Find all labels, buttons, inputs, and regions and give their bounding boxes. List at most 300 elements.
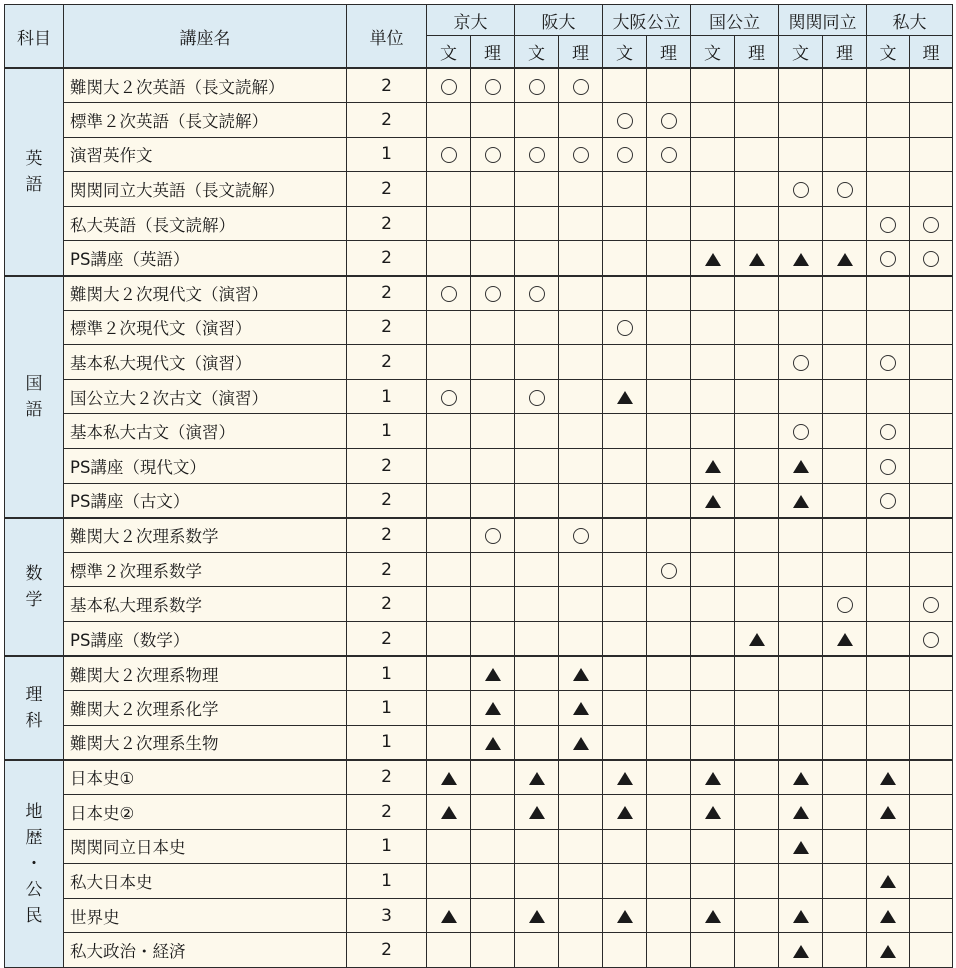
header-subject: 科目 [5, 5, 64, 69]
circle-mark-icon [529, 147, 545, 163]
mark-cell [823, 760, 867, 795]
triangle-mark-icon [529, 910, 545, 923]
course-units: 1 [347, 864, 427, 899]
mark-cell [471, 241, 515, 276]
mark-cell [647, 241, 691, 276]
mark-cell [910, 518, 953, 553]
triangle-mark-icon [573, 737, 589, 750]
course-units: 2 [347, 172, 427, 207]
subject-char: 語 [25, 399, 43, 420]
mark-cell [559, 345, 603, 380]
mark-cell [559, 241, 603, 276]
mark-cell [823, 691, 867, 726]
mark-cell [823, 206, 867, 241]
mark-cell [823, 829, 867, 864]
circle-mark-icon [793, 355, 809, 371]
mark-cell [735, 898, 779, 933]
table-row [5, 622, 953, 657]
circle-mark-icon [661, 563, 677, 579]
mark-cell [823, 656, 867, 691]
mark-cell [779, 622, 823, 657]
mark-cell [867, 794, 910, 829]
triangle-mark-icon [441, 910, 457, 923]
mark-cell [515, 587, 559, 622]
course-units: 1 [347, 725, 427, 760]
circle-mark-icon [923, 251, 939, 267]
mark-cell [867, 276, 910, 311]
mark-cell [735, 345, 779, 380]
triangle-mark-icon [793, 460, 809, 473]
mark-cell [647, 691, 691, 726]
mark-cell [515, 691, 559, 726]
triangle-mark-icon [749, 253, 765, 266]
triangle-mark-icon [441, 806, 457, 819]
mark-cell [910, 829, 953, 864]
triangle-mark-icon [617, 772, 633, 785]
circle-mark-icon [837, 182, 853, 198]
course-units: 1 [347, 691, 427, 726]
mark-cell [559, 829, 603, 864]
mark-cell [910, 414, 953, 449]
mark-cell [779, 241, 823, 276]
course-units: 2 [347, 587, 427, 622]
mark-cell [647, 483, 691, 518]
course-units: 2 [347, 933, 427, 968]
mark-cell [647, 725, 691, 760]
mark-cell [691, 518, 735, 553]
mark-cell [427, 172, 471, 207]
mark-cell [867, 552, 910, 587]
mark-cell [559, 933, 603, 968]
mark-cell [603, 518, 647, 553]
subject-char: 学 [25, 589, 43, 610]
mark-cell [867, 656, 910, 691]
mark-cell [559, 864, 603, 899]
mark-cell [427, 760, 471, 795]
mark-cell [471, 518, 515, 553]
mark-cell [735, 933, 779, 968]
mark-cell [427, 137, 471, 172]
header-university: 国公立 [691, 5, 779, 36]
mark-cell [823, 379, 867, 414]
mark-cell [867, 68, 910, 103]
mark-cell [471, 276, 515, 311]
mark-cell [910, 864, 953, 899]
triangle-mark-icon [617, 910, 633, 923]
mark-cell [647, 898, 691, 933]
circle-mark-icon [880, 355, 896, 371]
circle-mark-icon [793, 182, 809, 198]
mark-cell [603, 379, 647, 414]
mark-cell [779, 864, 823, 899]
mark-cell [910, 552, 953, 587]
mark-cell [515, 760, 559, 795]
triangle-mark-icon [573, 702, 589, 715]
course-name: 標準２次現代文（演習） [64, 310, 347, 345]
mark-cell [735, 552, 779, 587]
mark-cell [779, 656, 823, 691]
subject-char: 語 [25, 174, 43, 195]
course-units: 2 [347, 310, 427, 345]
mark-cell [559, 691, 603, 726]
course-name: 難関大２次理系化学 [64, 691, 347, 726]
subject-char: 数 [25, 563, 43, 584]
triangle-mark-icon [793, 945, 809, 958]
mark-cell [823, 414, 867, 449]
mark-cell [647, 310, 691, 345]
circle-mark-icon [529, 79, 545, 95]
header-bun: 文 [427, 36, 471, 69]
header-ri: 理 [471, 36, 515, 69]
mark-cell [647, 829, 691, 864]
circle-mark-icon [573, 147, 589, 163]
triangle-mark-icon [705, 253, 721, 266]
triangle-mark-icon [793, 806, 809, 819]
mark-cell [910, 68, 953, 103]
triangle-mark-icon [793, 910, 809, 923]
mark-cell [823, 68, 867, 103]
mark-cell [823, 794, 867, 829]
mark-cell [603, 345, 647, 380]
mark-cell [910, 137, 953, 172]
mark-cell [779, 760, 823, 795]
mark-cell [867, 725, 910, 760]
triangle-mark-icon [793, 841, 809, 854]
mark-cell [603, 933, 647, 968]
mark-cell [471, 483, 515, 518]
mark-cell [603, 276, 647, 311]
table-row [5, 552, 953, 587]
mark-cell [735, 622, 779, 657]
circle-mark-icon [441, 79, 457, 95]
mark-cell [515, 864, 559, 899]
course-name: 基本私大古文（演習） [64, 414, 347, 449]
table-header [5, 5, 953, 69]
mark-cell [427, 345, 471, 380]
mark-cell [867, 103, 910, 138]
mark-cell [735, 864, 779, 899]
mark-cell [603, 68, 647, 103]
mark-cell [603, 829, 647, 864]
mark-cell [691, 760, 735, 795]
mark-cell [471, 656, 515, 691]
mark-cell [779, 276, 823, 311]
mark-cell [559, 137, 603, 172]
course-name: 標準２次理系数学 [64, 552, 347, 587]
course-name: PS講座（古文） [64, 483, 347, 518]
subject-char: ・ [25, 853, 43, 874]
circle-mark-icon [880, 251, 896, 267]
course-name: 難関大２次英語（長文読解） [64, 68, 347, 103]
mark-cell [779, 414, 823, 449]
mark-cell [691, 933, 735, 968]
mark-cell [691, 829, 735, 864]
mark-cell [779, 587, 823, 622]
header-bun: 文 [867, 36, 910, 69]
mark-cell [603, 310, 647, 345]
triangle-mark-icon [705, 772, 721, 785]
mark-cell [823, 345, 867, 380]
mark-cell [427, 656, 471, 691]
mark-cell [910, 310, 953, 345]
mark-cell [735, 794, 779, 829]
course-units: 2 [347, 241, 427, 276]
circle-mark-icon [485, 528, 501, 544]
header-bun: 文 [779, 36, 823, 69]
mark-cell [603, 864, 647, 899]
course-name: 日本史② [64, 794, 347, 829]
table-row [5, 898, 953, 933]
header-university: 関関同立 [779, 5, 867, 36]
mark-cell [603, 449, 647, 484]
mark-cell [515, 137, 559, 172]
triangle-mark-icon [837, 633, 853, 646]
mark-cell [910, 483, 953, 518]
table-row [5, 345, 953, 380]
mark-cell [559, 552, 603, 587]
subject-cell [5, 68, 64, 276]
subject-cell [5, 760, 64, 968]
triangle-mark-icon [749, 633, 765, 646]
mark-cell [910, 276, 953, 311]
header-course: 講座名 [64, 5, 347, 69]
course-name: 演習英作文 [64, 137, 347, 172]
mark-cell [515, 379, 559, 414]
mark-cell [823, 483, 867, 518]
mark-cell [471, 864, 515, 899]
mark-cell [427, 379, 471, 414]
header-bun: 文 [691, 36, 735, 69]
course-units: 1 [347, 379, 427, 414]
mark-cell [910, 379, 953, 414]
mark-cell [427, 518, 471, 553]
mark-cell [515, 276, 559, 311]
circle-mark-icon [485, 147, 501, 163]
mark-cell [735, 829, 779, 864]
mark-cell [779, 379, 823, 414]
mark-cell [779, 898, 823, 933]
triangle-mark-icon [705, 495, 721, 508]
subject-char: 理 [25, 684, 43, 705]
mark-cell [867, 172, 910, 207]
mark-cell [691, 172, 735, 207]
mark-cell [559, 172, 603, 207]
course-name: 私大日本史 [64, 864, 347, 899]
mark-cell [691, 725, 735, 760]
table-row [5, 310, 953, 345]
mark-cell [691, 587, 735, 622]
mark-cell [515, 552, 559, 587]
mark-cell [647, 622, 691, 657]
circle-mark-icon [880, 217, 896, 233]
header-units: 単位 [347, 5, 427, 69]
mark-cell [691, 103, 735, 138]
mark-cell [427, 933, 471, 968]
table-row [5, 760, 953, 795]
course-units: 2 [347, 345, 427, 380]
mark-cell [515, 449, 559, 484]
circle-mark-icon [617, 147, 633, 163]
circle-mark-icon [617, 113, 633, 129]
circle-mark-icon [661, 147, 677, 163]
mark-cell [867, 241, 910, 276]
mark-cell [735, 587, 779, 622]
course-name: 標準２次英語（長文読解） [64, 103, 347, 138]
mark-cell [735, 276, 779, 311]
triangle-mark-icon [880, 910, 896, 923]
mark-cell [515, 241, 559, 276]
circle-mark-icon [441, 147, 457, 163]
mark-cell [867, 864, 910, 899]
mark-cell [647, 345, 691, 380]
course-units: 2 [347, 449, 427, 484]
mark-cell [471, 103, 515, 138]
circle-mark-icon [793, 424, 809, 440]
mark-cell [867, 206, 910, 241]
circle-mark-icon [923, 217, 939, 233]
triangle-mark-icon [485, 737, 501, 750]
triangle-mark-icon [485, 668, 501, 681]
course-name: 基本私大現代文（演習） [64, 345, 347, 380]
mark-cell [823, 449, 867, 484]
mark-cell [559, 379, 603, 414]
mark-cell [471, 691, 515, 726]
mark-cell [735, 414, 779, 449]
mark-cell [603, 552, 647, 587]
triangle-mark-icon [793, 495, 809, 508]
table-row [5, 379, 953, 414]
triangle-mark-icon [485, 702, 501, 715]
mark-cell [910, 691, 953, 726]
table-row [5, 587, 953, 622]
mark-cell [603, 206, 647, 241]
mark-cell [559, 622, 603, 657]
mark-cell [647, 794, 691, 829]
circle-mark-icon [573, 528, 589, 544]
course-name: 私大政治・経済 [64, 933, 347, 968]
table-row [5, 933, 953, 968]
course-name: 世界史 [64, 898, 347, 933]
subject-char: 国 [25, 373, 43, 394]
mark-cell [823, 552, 867, 587]
mark-cell [735, 206, 779, 241]
triangle-mark-icon [529, 806, 545, 819]
subject-char: 科 [25, 710, 43, 731]
course-units: 2 [347, 760, 427, 795]
circle-mark-icon [529, 286, 545, 302]
table-row [5, 864, 953, 899]
mark-cell [823, 137, 867, 172]
mark-cell [779, 310, 823, 345]
mark-cell [823, 276, 867, 311]
mark-cell [910, 933, 953, 968]
circle-mark-icon [441, 390, 457, 406]
course-name: PS講座（英語） [64, 241, 347, 276]
mark-cell [427, 587, 471, 622]
mark-cell [910, 656, 953, 691]
triangle-mark-icon [880, 875, 896, 888]
course-units: 2 [347, 276, 427, 311]
mark-cell [559, 518, 603, 553]
mark-cell [779, 933, 823, 968]
circle-mark-icon [923, 597, 939, 613]
header-ri: 理 [559, 36, 603, 69]
mark-cell [427, 829, 471, 864]
circle-mark-icon [441, 286, 457, 302]
mark-cell [471, 414, 515, 449]
circle-mark-icon [880, 493, 896, 509]
course-name: 難関大２次理系数学 [64, 518, 347, 553]
mark-cell [910, 103, 953, 138]
mark-cell [471, 449, 515, 484]
mark-cell [647, 414, 691, 449]
header-university: 大阪公立 [603, 5, 691, 36]
mark-cell [471, 379, 515, 414]
mark-cell [823, 864, 867, 899]
course-name: 私大英語（長文読解） [64, 206, 347, 241]
triangle-mark-icon [793, 772, 809, 785]
subject-char: 歴 [25, 827, 43, 848]
course-name: PS講座（数学） [64, 622, 347, 657]
mark-cell [515, 483, 559, 518]
course-units: 2 [347, 794, 427, 829]
mark-cell [647, 656, 691, 691]
circle-mark-icon [880, 424, 896, 440]
mark-cell [867, 449, 910, 484]
mark-cell [559, 310, 603, 345]
mark-cell [647, 276, 691, 311]
mark-cell [691, 276, 735, 311]
subject-cell [5, 518, 64, 656]
mark-cell [823, 241, 867, 276]
mark-cell [603, 898, 647, 933]
mark-cell [867, 345, 910, 380]
triangle-mark-icon [705, 910, 721, 923]
mark-cell [779, 483, 823, 518]
mark-cell [823, 172, 867, 207]
mark-cell [471, 68, 515, 103]
mark-cell [603, 691, 647, 726]
mark-cell [471, 172, 515, 207]
mark-cell [691, 483, 735, 518]
mark-cell [515, 656, 559, 691]
mark-cell [691, 379, 735, 414]
mark-cell [867, 760, 910, 795]
mark-cell [779, 345, 823, 380]
triangle-mark-icon [441, 772, 457, 785]
course-units: 2 [347, 552, 427, 587]
triangle-mark-icon [837, 253, 853, 266]
mark-cell [647, 760, 691, 795]
table-row [5, 206, 953, 241]
circle-mark-icon [485, 286, 501, 302]
mark-cell [691, 622, 735, 657]
mark-cell [471, 794, 515, 829]
mark-cell [647, 933, 691, 968]
header-ri: 理 [910, 36, 953, 69]
mark-cell [910, 760, 953, 795]
triangle-mark-icon [529, 772, 545, 785]
mark-cell [867, 898, 910, 933]
mark-cell [735, 241, 779, 276]
mark-cell [427, 725, 471, 760]
triangle-mark-icon [617, 806, 633, 819]
mark-cell [691, 310, 735, 345]
mark-cell [735, 379, 779, 414]
course-units: 1 [347, 829, 427, 864]
mark-cell [691, 241, 735, 276]
mark-cell [471, 898, 515, 933]
